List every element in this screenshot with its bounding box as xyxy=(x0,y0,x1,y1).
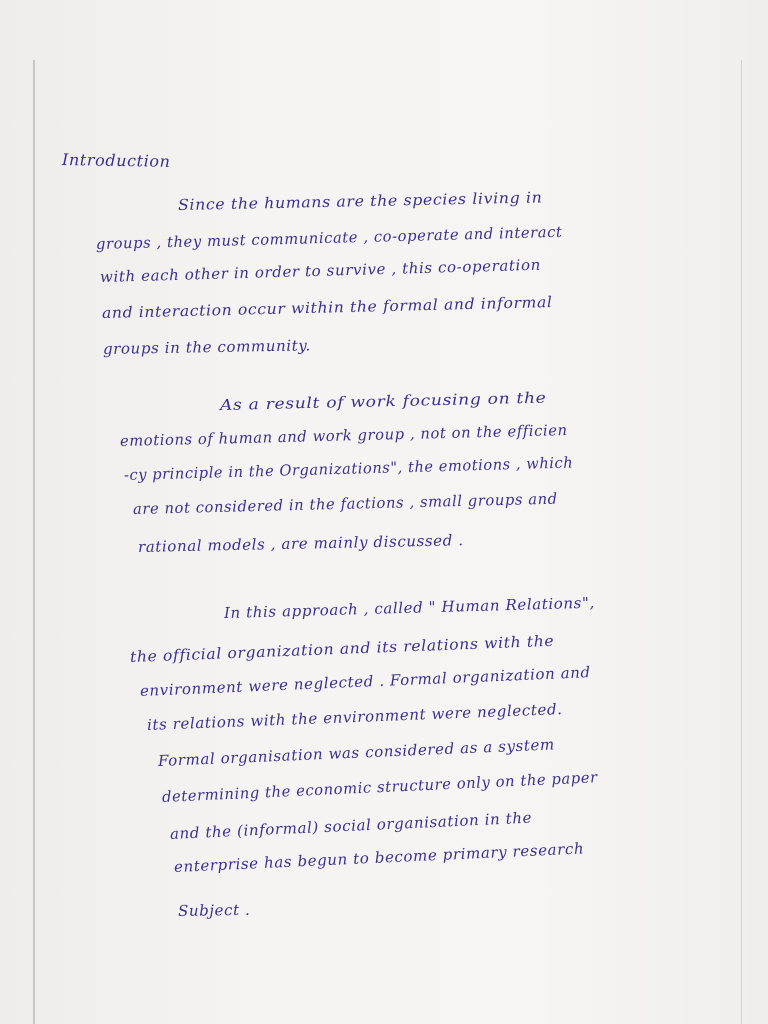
paragraph-3-line-6: determining the economic structure only on the paper xyxy=(161,768,599,806)
paragraph-2-line-2: emotions of human and work group , not on the efficien xyxy=(119,421,568,450)
paragraph-1-line-1: Since the humans are the species living in xyxy=(177,188,543,214)
paragraph-1-line-5: groups in the community. xyxy=(102,336,311,358)
paragraph-1-line-3: with each other in order to survive , this co-operation xyxy=(99,255,542,286)
right-margin-line xyxy=(741,60,742,1024)
left-margin-line xyxy=(33,60,35,1024)
paragraph-3-line-3: environment were neglected . Formal organization and xyxy=(139,663,592,700)
paragraph-2-line-4: are not considered in the factions , small groups and xyxy=(132,489,558,518)
document-heading: Introduction xyxy=(61,150,171,171)
paragraph-3-line-7: and the (informal) social organisation in the xyxy=(169,808,533,843)
paragraph-2-line-5: rational models , are mainly discussed . xyxy=(137,531,464,556)
paragraph-1-line-2: groups , they must communicate , co-operate and interact xyxy=(95,222,563,253)
paragraph-2-line-3: -cy principle in the Organizations", the emotions , which xyxy=(123,453,574,484)
paragraph-3-line-5: Formal organisation was considered as a system xyxy=(157,735,556,770)
paragraph-2-line-1: As a result of work focusing on the xyxy=(219,388,547,414)
paragraph-3-line-1: In this approach , called " Human Relations", xyxy=(223,593,596,622)
paragraph-3-line-2: the official organization and its relations with the xyxy=(129,631,555,666)
paragraph-3-line-4: its relations with the environment were neglected. xyxy=(146,700,563,734)
paragraph-3-line-8: enterprise has begun to become primary research xyxy=(173,839,585,876)
paragraph-3-line-9: Subject . xyxy=(177,900,251,920)
paragraph-1-line-4: and interaction occur within the formal and informal xyxy=(101,292,553,322)
